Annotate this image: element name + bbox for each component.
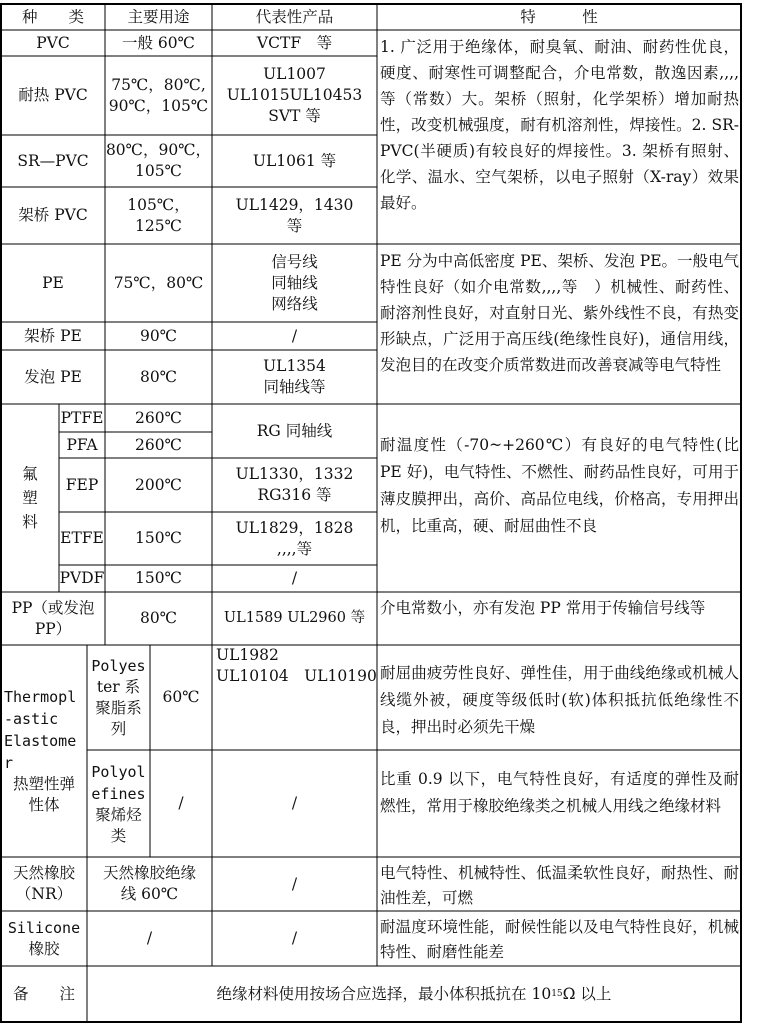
sr-pvc-name: SR—PVC (17, 151, 89, 170)
header-products: 代表性产品 (255, 7, 334, 26)
pe-properties: PE 分为中高低密度 PE、架桥、发泡 PE。一般电气特性良好（如介电常数,,,,等 ）机械性、耐药性、耐溶剂性良好，对直射日光、紫外线性不良，有热变形缺点，广泛用于高压线(绝缘性良好)，通信用线，发泡目的在改变介质常数进而改善衰减等电气特性 (380, 252, 740, 374)
pp-usage: 80℃ (139, 609, 178, 627)
nr-usage: 天然橡胶绝缘 线 60℃ (102, 864, 196, 903)
heat-pvc-products: UL1007 UL1015UL10453 SVT 等 (226, 65, 363, 125)
pp-name: PP（或发泡 PP） (11, 598, 95, 638)
sr-pvc-products: UL1061 等 (252, 151, 337, 170)
polyolefin-properties: 比重 0.9 以下，电气特性良好，有适度的弹性及耐燃性，常用于橡胶绝缘类之机械人用线之绝缘材料 (380, 770, 739, 815)
nr-products: / (291, 874, 298, 893)
pvdf-usage: 150℃ (135, 569, 182, 587)
pvc-usage: 一般 60℃ (122, 33, 195, 52)
pvc-name: PVC (36, 33, 70, 52)
fep-products: UL1330，1332 RG316 等 (235, 465, 354, 504)
polyolefin-usage: / (178, 794, 184, 812)
header-type: 种 类 (21, 7, 84, 26)
pvdf-products: / (291, 569, 298, 587)
fep-usage: 200℃ (135, 475, 182, 494)
sr-pvc-usage: 80℃，90℃， 105℃ (105, 141, 212, 180)
ptfe-name: PTFE (60, 408, 104, 427)
silicone-usage: / (146, 929, 153, 947)
polyester-name: Polyes ter 系 聚脂系 列 (91, 657, 146, 738)
fluoro-properties: 耐温度性（-70~+260℃）有良好的电气特性(比 PE 好)，电气特性、不燃性、耐药品性良好，可用于薄皮膜押出，高价、高品位电线，价格高，专用押出机，比重高，硬、耐屈曲性不良 (380, 436, 739, 535)
xl-pvc-name: 架桥 PVC (18, 206, 88, 224)
pfa-usage: 260℃ (135, 435, 182, 454)
xl-pe-usage: 90℃ (139, 326, 178, 345)
etfe-usage: 150℃ (135, 529, 182, 547)
nr-properties: 电气特性、机械特性、低温柔软性良好，耐热性、耐油性差，可燃 (380, 864, 739, 907)
foam-pe-name: 发泡 PE (24, 367, 82, 386)
heat-pvc-name: 耐热 PVC (18, 86, 88, 104)
silicone-products: / (291, 929, 298, 947)
polyester-properties: 耐屈曲疲劳性良好、弹性佳，用于曲线绝缘或机械人线缆外被，硬度等级低时(软)体积抵抗低绝缘性不良，押出时必须先干燥 (380, 664, 739, 736)
foam-pe-products: UL1354 同轴线等 (263, 357, 326, 396)
xl-pe-name: 架桥 PE (24, 326, 82, 345)
silicone-properties: 耐温度环境性能，耐候性能以及电气特性良好，机械特性、耐磨性能差 (380, 918, 739, 961)
heat-pvc-usage: 75℃，80℃, 90℃，105℃ (108, 75, 209, 115)
silicone-name: Silicone 橡胶 (7, 919, 81, 958)
polyester-usage: 60℃ (162, 688, 200, 706)
pvc-properties: 1. 广泛用于绝缘体，耐臭氧、耐油、耐药性优良，硬度、耐寒性可调整配合，介电常数，散逸因素,,,,等（常数）大。架桥（照射，化学架桥）增加耐热性，改变机械强度，耐有机溶剂性，焊接性。2. SR-PVC(半硬质)有较良好的焊接性。3. 架桥有照射、化学、温水、空气架桥，以电子照射（X-ray）效果最好。 (380, 38, 739, 212)
header-properties: 特 性 (520, 7, 598, 26)
pvc-products: VCTF 等 (256, 33, 333, 52)
pe-products: 信号线 同轴线 网络线 (271, 252, 318, 313)
pe-name: PE (42, 273, 64, 292)
remarks-text: 绝缘材料使用按场合应选择，最小体积抵抗在 10 15 Ω 以上 (216, 984, 612, 1003)
pvdf-name: PVDF (59, 569, 105, 587)
xl-pvc-usage: 105℃，125℃ (127, 195, 190, 235)
remarks-label: 备 注 (12, 984, 75, 1003)
ptfe-usage: 260℃ (135, 408, 182, 427)
xl-pe-products: / (291, 326, 298, 345)
polyolefin-products: / (291, 794, 298, 812)
header-usage: 主要用途 (127, 7, 190, 26)
fluoro-name: 氟 塑 料 (22, 465, 38, 531)
pp-products: UL1589 UL2960 等 (223, 610, 366, 626)
etfe-products: UL1829，1828 ,,,,等 (235, 518, 354, 558)
polyolefin-name: Polyol efines 聚烯烃 类 (91, 762, 146, 845)
polyester-products: UL1982 UL10104 UL10190 (216, 646, 377, 685)
pp-properties: 介电常数小，亦有发泡 PP 常用于传输信号线等 (380, 599, 706, 617)
ptfe-pfa-products: RG 同轴线 (256, 421, 333, 440)
xl-pvc-products: UL1429，1430 等 (235, 195, 354, 235)
foam-pe-usage: 80℃ (139, 367, 178, 386)
tpe-name: Thermopl -astic Elastome r 热塑性弹 性体 (4, 688, 77, 814)
pe-usage: 75℃，80℃ (113, 273, 204, 292)
nr-name: 天然橡胶 （NR） (12, 864, 75, 903)
etfe-name: ETFE (60, 529, 104, 547)
fep-name: FEP (65, 475, 99, 494)
pfa-name: PFA (66, 435, 98, 454)
